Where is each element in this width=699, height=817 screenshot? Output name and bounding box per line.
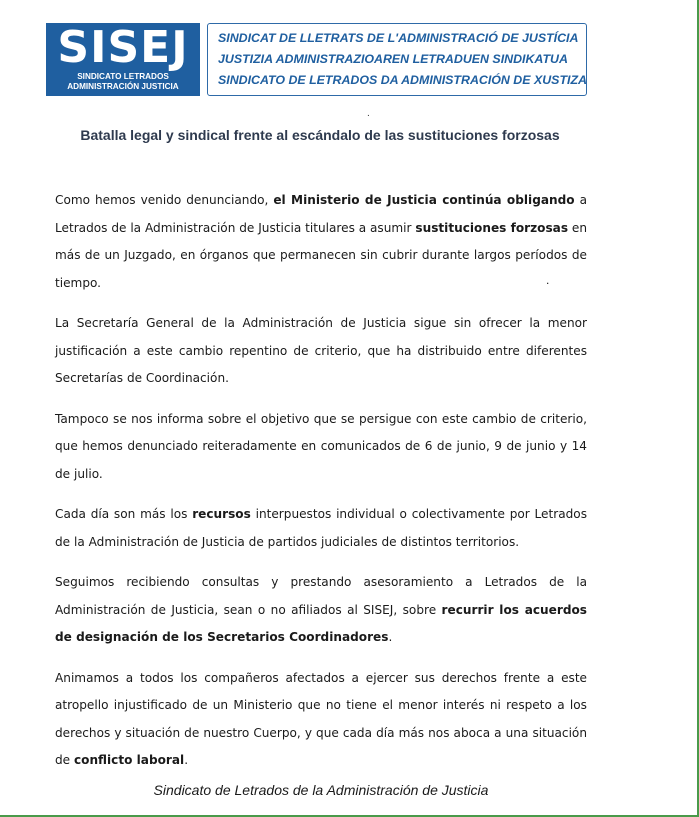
p5-text-c: .: [388, 630, 393, 644]
paragraph-3: Tampoco se nos informa sobre el objetivo que se persigue con este cambio de criterio, que hemos denunciado reiteradamente en comunicados de 6 de junio, 9 de junio y 14 de julio.: [55, 411, 587, 481]
union-name-banner: [207, 23, 587, 96]
footer-signature: Sindicato de Letrados de la Administración de Justicia: [153, 782, 489, 798]
paragraph-5: [55, 569, 587, 652]
p4-text-a: Cada día son más los: [55, 507, 193, 521]
banner-line-galician: SINDICATO DE LETRADOS DA ADMINISTRACIÓN DE XUSTIZA: [218, 73, 587, 87]
sisej-logo: [46, 23, 200, 96]
paragraph-6: [55, 665, 587, 775]
p1-bold-ministerio: el Ministerio de Justicia continúa obligando: [273, 193, 575, 207]
p4-text-c: interpuestos individual o colectivamente por Letrados de la Administración de Justicia de partidos judiciales de distintos territorios.: [55, 507, 587, 549]
p1-text-c: a Letrados de la Administración de Justicia titulares a asumir: [55, 193, 587, 235]
top-dot: .: [367, 108, 370, 119]
p5-text-a: Seguimos recibiendo consultas y prestando asesoramiento a Letrados de la Administración de Justicia, sean o no afiliados al SISEJ, sobre: [55, 575, 587, 617]
p5-bold-recurrir: recurrir los acuerdos de designación de los Secretarios Coordinadores: [55, 602, 587, 644]
p1-text-a: Como hemos venido denunciando,: [55, 193, 274, 207]
page-title: Batalla legal y sindical frente al escándalo de las sustituciones forzosas: [80, 127, 560, 143]
paragraph-2: La Secretaría General de la Administración de Justicia sigue sin ofrecer la menor justificación a este cambio repentino de criterio, que ha distribuido entre diferentes Secretarías de Coordinación.: [55, 316, 587, 385]
logo-line-2: ADMINISTRACIÓN JUSTICIA: [67, 82, 179, 91]
p1-bold-sustituciones: sustituciones forzosas: [415, 220, 569, 235]
p1-text-e: en más de un Juzgado, en órganos que permanecen sin cubrir durante largos períodos de tiempo.: [55, 220, 588, 290]
p4-bold-recursos: recursos: [192, 507, 251, 521]
p6-bold-conflicto: conflicto laboral: [73, 753, 185, 767]
logo-wordmark: SISEJ: [57, 22, 189, 73]
p6-text-c: .: [184, 753, 189, 767]
banner-line-catalan: SINDICAT DE LLETRATS DE L'ADMINISTRACIÓ DE JUSTÍCIA: [218, 31, 579, 45]
paragraph-1: [55, 187, 587, 297]
logo-line-1: SINDICATO LETRADOS: [77, 72, 169, 81]
banner-line-basque: JUSTIZIA ADMINISTRAZIOAREN LETRADUEN SINDIKATUA: [218, 52, 568, 66]
body-text: [55, 187, 587, 788]
paragraph-4: [55, 501, 587, 556]
trailing-dot: .: [546, 273, 550, 287]
p6-text-a: Animamos a todos los compañeros afectados a ejercer sus derechos frente a este atropello injustificado de un Ministerio que no tiene el menor interés ni respeto a los derechos y situación de nuestro Cuerpo, y que cada día más nos aboca a una situación de: [55, 670, 587, 767]
